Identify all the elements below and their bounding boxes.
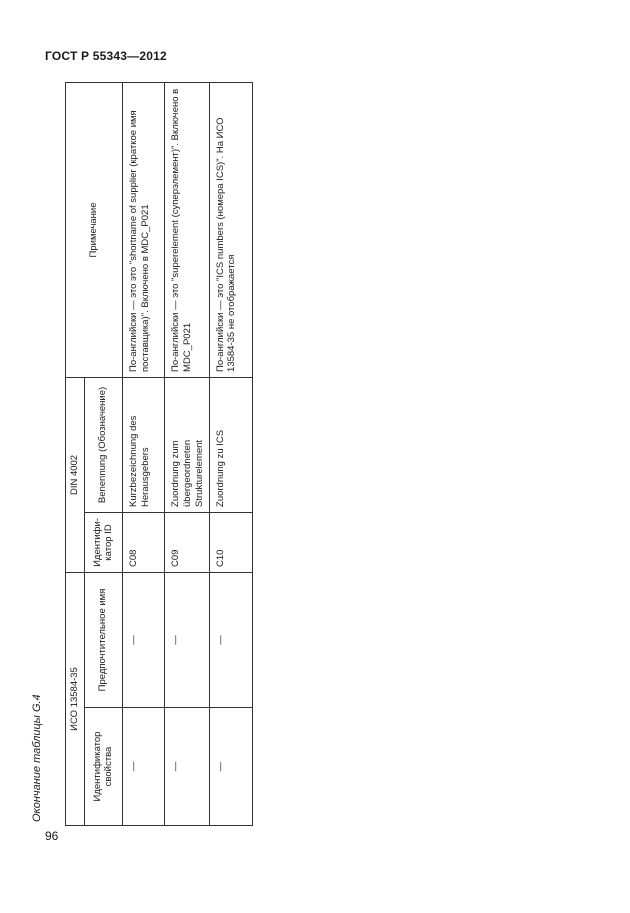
cell-benennung: Zuordnung zu ICS bbox=[209, 377, 252, 512]
column-header-property-id: Идентификатор свойства bbox=[84, 708, 122, 826]
cell-preferred-name: — bbox=[122, 572, 164, 707]
cell-note: По-английски — это "ICS numbers (номера ICS)". На ИСО 13584-35 не отображается bbox=[209, 82, 252, 377]
cell-note: По-английски — это это "shortname of supplier (краткое имя поставщика)". Включено в MDC_P021 bbox=[122, 82, 164, 377]
table-row bbox=[122, 82, 164, 825]
cell-identifier-id: C08 bbox=[122, 512, 164, 572]
cell-benennung: Zuordnung zum übergeordneten Strukturelement bbox=[164, 377, 209, 512]
page-number: 96 bbox=[45, 829, 59, 843]
table-row bbox=[164, 82, 209, 825]
column-header-preferred-name: Предпочтительное имя bbox=[84, 572, 122, 707]
data-table bbox=[65, 82, 253, 826]
cell-benennung: Kurzbezeichnung des Herausgebers bbox=[122, 377, 164, 512]
cell-preferred-name: — bbox=[209, 572, 252, 707]
cell-preferred-name: — bbox=[164, 572, 209, 707]
cell-property-id: — bbox=[122, 708, 164, 826]
group-header-iso: ИСО 13584-35 bbox=[66, 572, 85, 825]
column-header-benennung: Benennung (Обозначение) bbox=[84, 377, 122, 512]
cell-property-id: — bbox=[164, 708, 209, 826]
cell-note: По-английски — это "superelement (суперэлемент)". Включено в MDC_P021 bbox=[164, 82, 209, 377]
cell-property-id: — bbox=[209, 708, 252, 826]
rotated-table-container bbox=[65, 83, 249, 826]
table-row bbox=[209, 82, 252, 825]
document-header: ГОСТ Р 55343—2012 bbox=[45, 49, 167, 63]
cell-identifier-id: C09 bbox=[164, 512, 209, 572]
column-header-note: Примечание bbox=[66, 82, 123, 377]
cell-identifier-id: C10 bbox=[209, 512, 252, 572]
column-header-identifier-id: Идентифи-катор ID bbox=[84, 512, 122, 572]
table-caption: Окончание таблицы G.4 bbox=[31, 694, 43, 822]
group-header-din: DIN 4002 bbox=[66, 377, 85, 572]
